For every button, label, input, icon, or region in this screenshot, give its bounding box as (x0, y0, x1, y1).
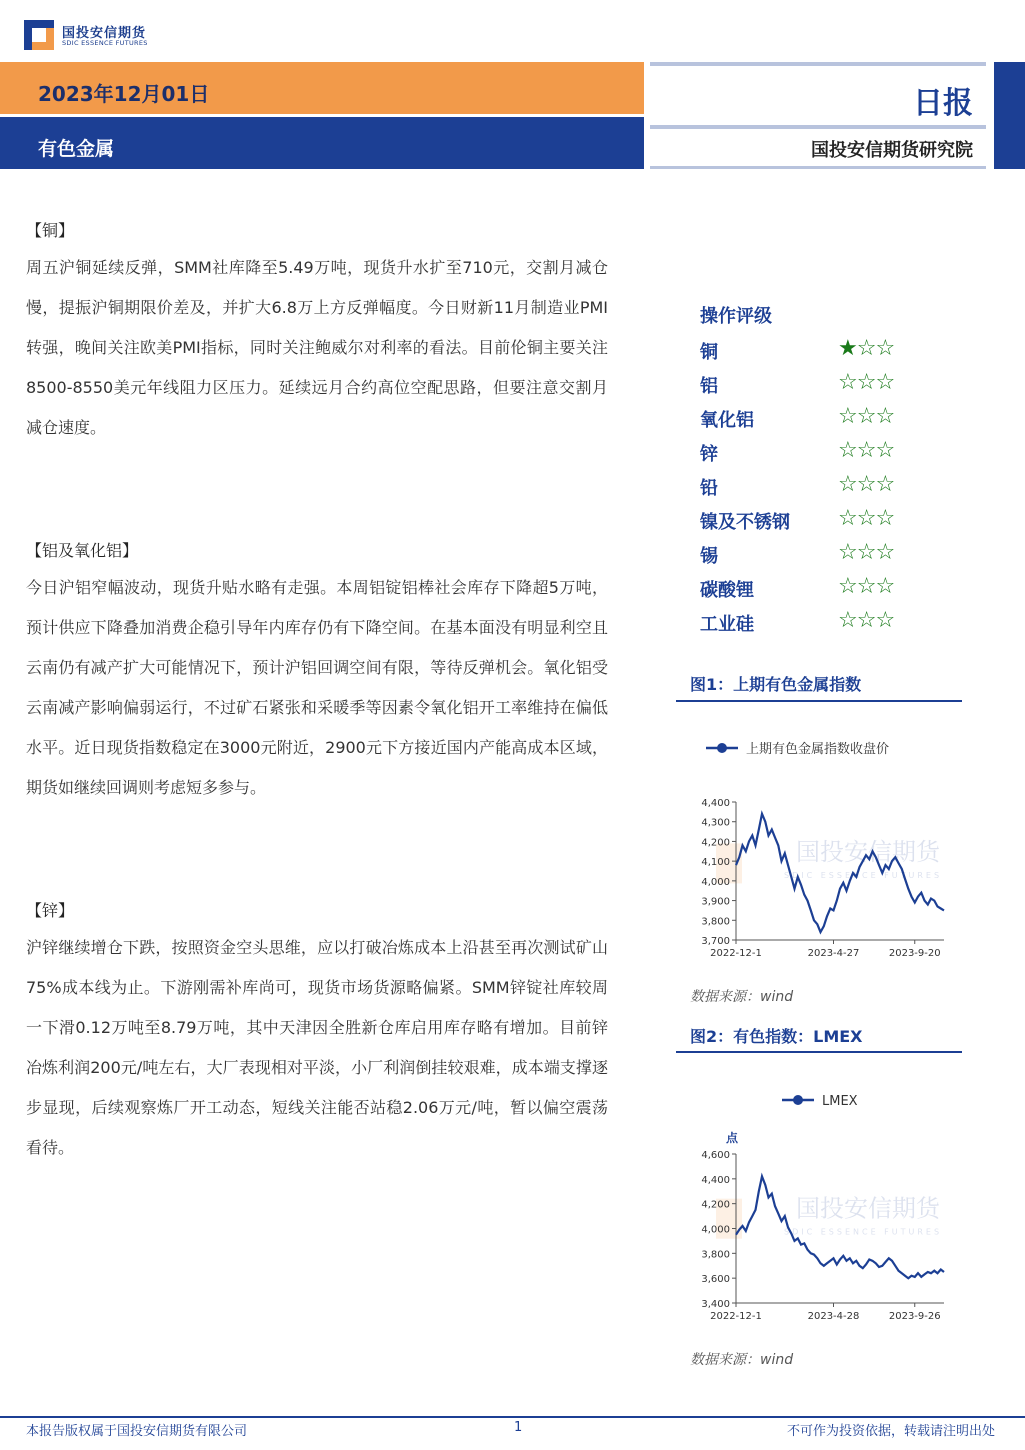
star-rating-icon: ★☆☆ (838, 336, 895, 361)
x-tick-label: 2022-12-1 (710, 948, 762, 959)
y-tick-label: 4,000 (701, 876, 730, 888)
rating-row (700, 576, 910, 610)
star-rating-icon: ☆☆☆ (838, 540, 895, 565)
logo-text-cn: 国投安信期货 (62, 26, 147, 41)
x-tick-label: 2023-9-26 (888, 1311, 941, 1322)
section-title-copper: 【铜】 (26, 221, 75, 240)
star-rating-icon: ☆☆☆ (838, 472, 895, 497)
section-body-aluminum: 今日沪铝窄幅波动，现货升贴水略有走强。本周铝锭铝棒社会库存下降超5万吨，预计供应下降叠加消费企稳引导年内库存仍有下降空间。在基本面没有明显利空且云南仍有减产扩大可能情况下，预计沪铝回调空间有限，等待反弹机会。氧化铝受云南减产影响偏弱运行，不过矿石紧张和采暖季等因素令氧化铝开工率维持在偏低水平。近日现货指数稳定在3000元附近，2900元下方接近国内产能高成本区域，期货如继续回调则考虑短多参与。 (26, 578, 608, 797)
header-accent-bar (994, 62, 1025, 169)
section-title-aluminum: 【铝及氧化铝】 (26, 541, 139, 560)
header-divider (650, 125, 986, 129)
figure-1-title: 图1：上期有色金属指数 (690, 675, 862, 694)
star-rating-icon: ☆☆☆ (838, 506, 895, 531)
footer-disclaimer: 不可作为投资依据，转载请注明出处 (786, 1424, 995, 1439)
footer-rule (0, 1416, 1025, 1418)
page-number: 1 (514, 1420, 523, 1435)
x-tick-label: 2023-9-20 (888, 948, 941, 959)
y-tick-label: 3,800 (701, 1249, 730, 1261)
y-tick-label: 3,900 (701, 896, 730, 908)
rating-row (700, 372, 910, 406)
header-divider (650, 166, 986, 169)
y-axis-label: 点 (726, 1131, 739, 1145)
watermark-text-en: SDIC ESSENCE FUTURES (784, 1227, 943, 1237)
rating-name: 镍及不锈钢 (700, 512, 790, 533)
figure-1-source: 数据来源：wind (690, 989, 794, 1005)
section-title-zinc: 【锌】 (26, 901, 75, 920)
rating-name: 锌 (700, 444, 718, 465)
report-date: 2023年12月01日 (38, 82, 210, 106)
star-rating-icon: ☆☆☆ (838, 370, 895, 395)
watermark-text: 国投安信期货 (796, 837, 940, 866)
rating-name: 氧化铝 (700, 410, 754, 431)
star-rating-icon: ☆☆☆ (838, 438, 895, 463)
rating-row (700, 338, 910, 372)
rating-row (700, 610, 910, 644)
y-tick-label: 4,400 (701, 1174, 730, 1186)
footer-copyright: 本报告版权属于国投安信期货有限公司 (26, 1424, 248, 1439)
rating-row (700, 440, 910, 474)
rating-name: 工业硅 (700, 614, 754, 635)
figure-1-rule (676, 700, 962, 702)
figure-2-rule (676, 1051, 962, 1053)
x-tick-label: 2023-4-27 (807, 948, 860, 959)
y-tick-label: 4,000 (701, 1224, 730, 1236)
rating-name: 碳酸锂 (700, 580, 754, 601)
watermark-text-en: SDIC ESSENCE FUTURES (784, 870, 943, 880)
legend-label: LMEX (822, 1094, 858, 1109)
star-rating-icon: ☆☆☆ (838, 608, 895, 633)
y-tick-label: 4,300 (701, 817, 730, 829)
star-rating-icon: ☆☆☆ (838, 404, 895, 429)
rating-name: 锡 (700, 546, 718, 567)
watermark-text: 国投安信期货 (796, 1194, 940, 1223)
logo-mark-icon (24, 20, 54, 50)
rating-title: 操作评级 (700, 306, 772, 327)
logo-text-en: SDIC ESSENCE FUTURES (62, 39, 148, 47)
rating-row (700, 508, 910, 542)
rating-row (700, 474, 910, 508)
section-body-zinc: 沪锌继续增仓下跌，按照资金空头思维，应以打破冶炼成本上沿甚至再次测试矿山75%成本线为止。下游刚需补库尚可，现货市场货源略偏紧。SMM锌锭社库较周一下滑0.12万吨至8.79万吨，其中天津因全胜新仓库启用库存略有增加。目前锌冶炼利润200元/吨左右，大厂表现相对平淡，小厂利润倒挂较艰难，成本端支撑逐步显现，后续观察炼厂开工动态，短线关注能否站稳2.06万元/吨，暂以偏空震荡看待。 (26, 938, 608, 1157)
report-type: 日报 (913, 86, 973, 121)
section-body-copper: 周五沪铜延续反弹，SMM社库降至5.49万吨，现货升水扩至710元，交割月减仓慢，提振沪铜期限价差及，并扩大6.8万上方反弹幅度。今日财新11月制造业PMI转强，晚间关注欧美PMI指标，同时关注鲍威尔对利率的看法。目前伦铜主要关注8500-8550美元年线阻力区压力。延续远月合约高位空配思路，但要注意交割月减仓速度。 (26, 258, 608, 437)
figure-2-chart (676, 1082, 962, 1332)
legend-marker (717, 743, 727, 753)
x-tick-label: 2023-4-28 (807, 1311, 860, 1322)
figure-1-chart (676, 730, 962, 970)
figure-2-source: 数据来源：wind (690, 1352, 794, 1368)
y-tick-label: 3,700 (701, 936, 730, 947)
y-tick-label: 3,800 (701, 916, 730, 928)
rating-name: 铝 (700, 376, 718, 397)
header-divider (650, 62, 986, 66)
report-sector: 有色金属 (38, 138, 115, 160)
y-tick-label: 4,200 (701, 1199, 730, 1211)
y-tick-label: 4,100 (701, 857, 730, 869)
y-tick-label: 4,600 (701, 1150, 730, 1161)
figure-2-title: 图2：有色指数：LMEX (690, 1027, 863, 1046)
y-tick-label: 4,200 (701, 837, 730, 849)
rating-name: 铅 (700, 478, 718, 499)
institute-name: 国投安信期货研究院 (811, 140, 973, 161)
legend-label: 上期有色金属指数收盘价 (746, 742, 890, 757)
y-tick-label: 3,400 (701, 1299, 730, 1310)
legend-marker (793, 1095, 803, 1105)
rating-row (700, 406, 910, 440)
x-tick-label: 2022-12-1 (710, 1311, 762, 1322)
y-tick-label: 4,400 (701, 798, 730, 809)
rating-row (700, 542, 910, 576)
rating-name: 铜 (700, 342, 718, 363)
star-rating-icon: ☆☆☆ (838, 574, 895, 599)
y-tick-label: 3,600 (701, 1274, 730, 1286)
company-logo (24, 18, 164, 52)
